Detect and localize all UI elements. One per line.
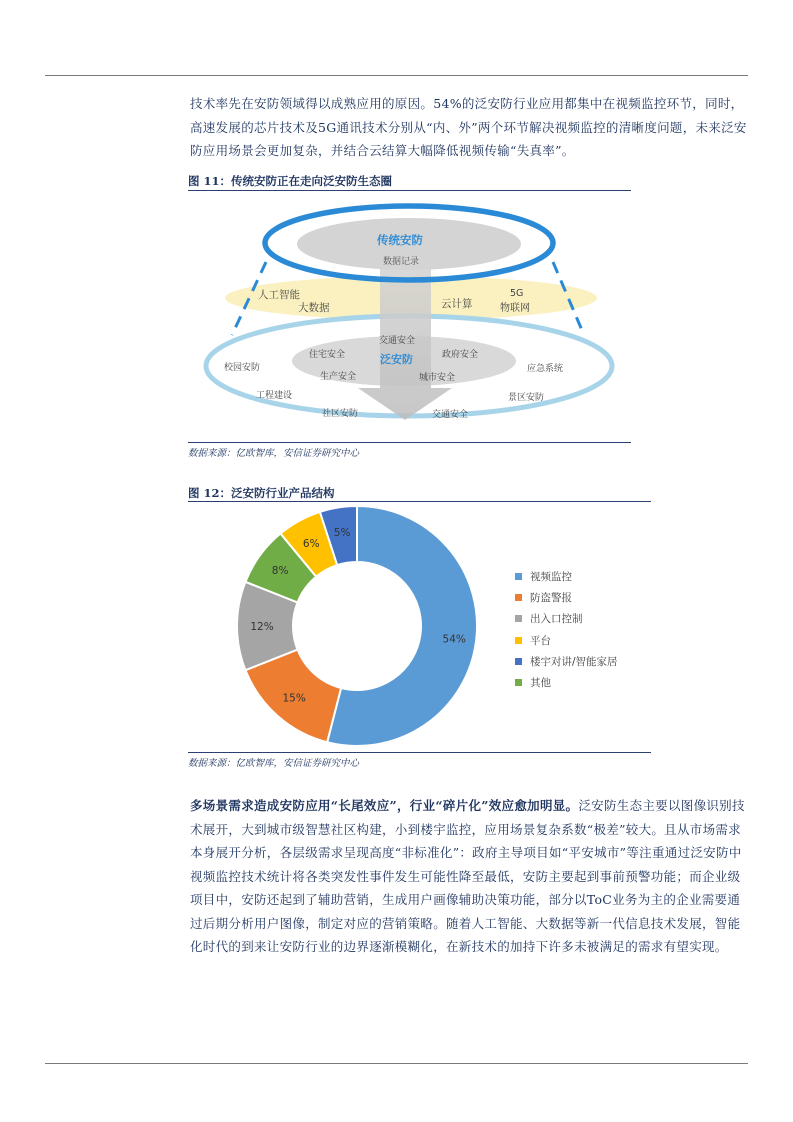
figure-12-bottom-rule: [188, 752, 651, 753]
donut-label-2: 12%: [250, 621, 274, 633]
band-label-cloud: 云计算: [441, 298, 473, 310]
figure-11-title: 图 11：传统安防正在走向泛安防生态圈: [188, 174, 393, 188]
bottom-paragraph-text: 泛安防生态主要以图像识别技术展开，大到城市级智慧社区构建，小到楼宇监控，应用场景复杂系数“极差”较大。且从市场需求本身展开分析，各层级需求呈现高度“非标准化”：政府主导项目如“平安城市”等注重通过泛安防中视频监控技术统计将各类突发性事件发生可能性降至最低，安防主要起到事前预警功能；而企业级项目中，安防还起到了辅助营销，生成用户画像辅助决策功能，部分以ToC业务为主的企业需要通过后期分析用户图像，制定对应的营销策略。随着人工智能、大数据等新一代信息技术发展，智能化时代的到来让安防行业的边界逐渐模糊化，在新技术的加持下许多未被满足的需求有望实现。: [190, 798, 745, 954]
core-label-traffic: 交通安全: [379, 336, 416, 346]
top-paragraph-text: 技术率先在安防领域得以成熟应用的原因。54%的泛安防行业应用都集中在视频监控环节，同时，高速发展的芯片技术及5G通讯技术分别从“内、外”两个环节解决视频监控的清晰度问题，未来泛安防应用场景会更加复杂，并结合云结算大幅降低视频传输“失真率”。: [190, 96, 747, 158]
header-rule: [45, 75, 748, 76]
legend-item-1: [515, 587, 618, 608]
legend-item-4: [515, 651, 618, 672]
legend-item-3: [515, 630, 618, 651]
band-label-5g: 5G: [510, 288, 524, 299]
product-structure-donut-chart: [0, 501, 793, 761]
donut-label-1: 15%: [282, 692, 306, 705]
legend-swatch-0: [515, 573, 522, 580]
legend-swatch-1: [515, 594, 522, 601]
outer-label-emergency: 应急系统: [527, 364, 564, 374]
legend-item-5: [515, 672, 618, 693]
core-label-government: 政府安全: [442, 350, 479, 360]
core-label-residential: 住宅安全: [309, 350, 346, 360]
core-label-production: 生产安全: [320, 372, 357, 382]
outer-label-scenic: 景区安防: [508, 393, 545, 403]
band-label-bigdata: 大数据: [298, 302, 330, 314]
figure-12-title: 图 12：泛安防行业产品结构: [188, 486, 335, 500]
top-paragraph: [190, 92, 750, 163]
chart-legend: [515, 566, 618, 693]
footer-rule: [45, 1063, 748, 1064]
legend-swatch-2: [515, 615, 522, 622]
legend-label-1: 防盗警报: [530, 592, 572, 605]
diagram-top-title: 传统安防: [377, 233, 423, 247]
figure-11-bottom-rule: [188, 442, 631, 443]
donut-label-5: 8%: [271, 565, 289, 578]
figure-12-source: 数据来源：亿欧智库，安信证券研究中心: [188, 758, 360, 769]
donut-label-4: 5%: [333, 527, 351, 540]
band-label-iot: 物联网: [500, 303, 530, 314]
core-label-city: 城市安全: [419, 373, 456, 383]
donut-label-3: 6%: [302, 537, 320, 550]
legend-swatch-3: [515, 637, 522, 644]
band-label-ai: 人工智能: [258, 289, 300, 301]
bottom-paragraph-lead: 多场景需求造成安防应用“长尾效应”，行业“碎片化”效应愈加明显。: [190, 798, 579, 813]
outer-label-campus: 校园安防: [224, 363, 261, 373]
legend-label-4: 楼宇对讲/智能家居: [530, 655, 618, 668]
legend-swatch-4: [515, 658, 522, 665]
legend-swatch-5: [515, 679, 522, 686]
core-title: 泛安防: [380, 353, 413, 366]
legend-label-0: 视频监控: [530, 571, 572, 584]
legend-label-2: 出入口控制: [530, 613, 583, 626]
donut-label-0: 54%: [442, 633, 466, 646]
legend-item-2: [515, 608, 618, 629]
legend-label-3: 平台: [530, 634, 551, 647]
ecosystem-diagram: [0, 190, 793, 450]
diagram-top-sub: 数据记录: [382, 257, 420, 267]
legend-label-5: 其他: [530, 677, 551, 690]
figure-11-source: 数据来源：亿欧智库，安信证券研究中心: [188, 448, 360, 459]
outer-label-engineering: 工程建设: [256, 391, 293, 401]
outer-label-community: 社区安防: [322, 409, 359, 419]
outer-label-traffic: 交通安全: [432, 410, 469, 420]
legend-item-0: [515, 566, 618, 587]
bottom-paragraph: [190, 794, 750, 959]
